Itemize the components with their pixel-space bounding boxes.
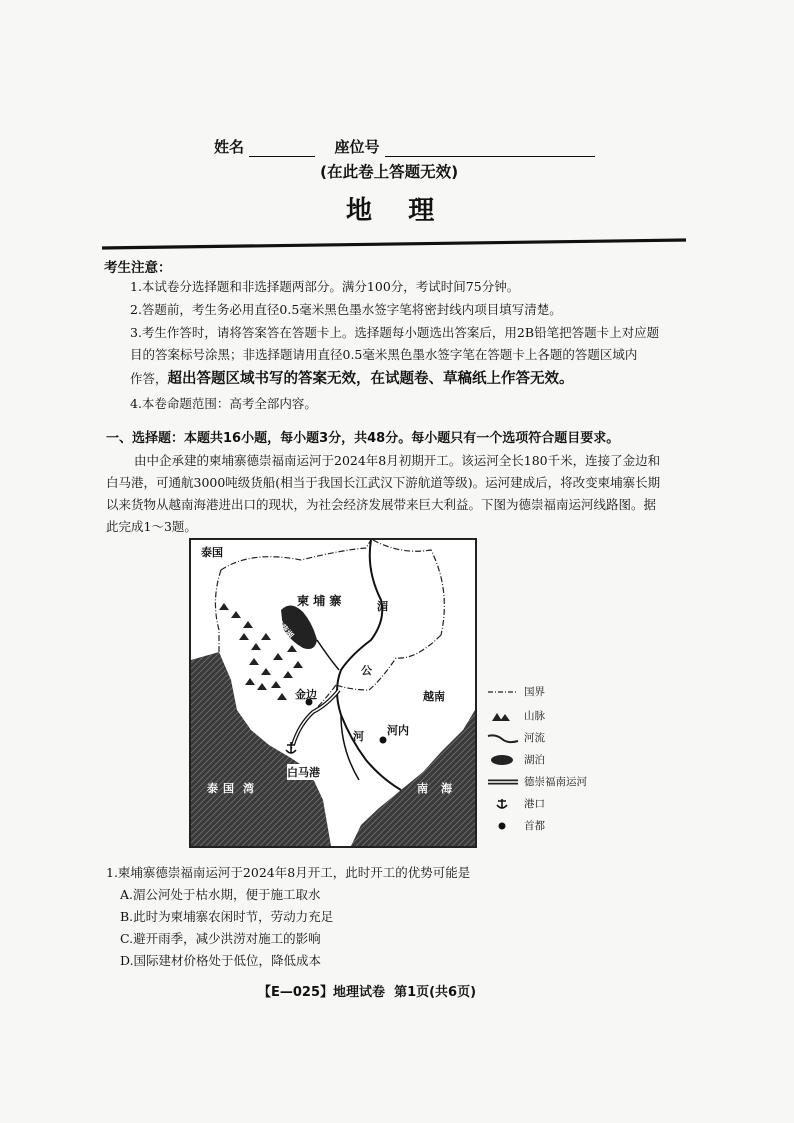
notice-bold-warning: 超出答题区域书写的答案无效，在试题卷、草稿纸上作答无效。 bbox=[167, 371, 574, 387]
seat-blank bbox=[385, 156, 595, 157]
passage-line: 此完成1～3题。 bbox=[106, 519, 197, 534]
notice-item: 4.本卷命题范围：高考全部内容。 bbox=[130, 396, 317, 411]
notice-item: 1.本试卷分选择题和非选择题两部分。满分100分，考试时间75分钟。 bbox=[130, 279, 520, 294]
section-title: 一、选择题：本题共16小题，每小题3分，共48分。每小题只有一个选项符合题目要求。 bbox=[106, 431, 620, 446]
mountain-legend-icon bbox=[486, 710, 520, 722]
label-gulf-2: 国 bbox=[223, 782, 234, 795]
border-legend-icon bbox=[486, 686, 520, 698]
border-vietnam bbox=[336, 635, 441, 690]
legend-mountain: 山脉 bbox=[486, 708, 545, 723]
gulf-of-thailand bbox=[191, 652, 331, 846]
label-gulf-3: 湾 bbox=[243, 782, 254, 795]
south-china-sea bbox=[351, 710, 475, 846]
label-bai-ma-port: 白马港 bbox=[287, 766, 320, 779]
notice-item: 3.考生作答时，请将答案答在答题卡上。选择题每小题选出答案后，用2B铅笔把答题卡上对应题 bbox=[130, 325, 660, 340]
passage-line: 以来货物从越南海港进出口的现状，为社会经济发展带来巨大利益。下图为德崇福南运河线路图。据 bbox=[106, 497, 657, 512]
label-mekong-2: 公 bbox=[361, 664, 372, 677]
legend-capital: 首都 bbox=[486, 818, 545, 833]
label-phnom-penh: 金边 bbox=[295, 688, 317, 701]
label-cambodia: 柬 埔 寨 bbox=[297, 594, 342, 608]
legend-border: 国界 bbox=[486, 684, 545, 699]
option-a: A.湄公河处于枯水期，便于施工取水 bbox=[120, 887, 321, 902]
notice-invalid: (在此卷上答题无效) bbox=[320, 163, 459, 181]
notice-item: 2.答题前，考生务必用直径0.5毫米黑色墨水签字笔将密封线内项目填写清楚。 bbox=[130, 302, 562, 317]
option-c: C.避开雨季，减少洪涝对施工的影响 bbox=[120, 931, 321, 946]
legend-lake: 湖泊 bbox=[486, 752, 545, 767]
label-gulf-1: 泰 bbox=[207, 782, 218, 795]
capital-legend-icon bbox=[486, 820, 520, 832]
notice-list bbox=[130, 276, 700, 415]
label-south-sea-2: 海 bbox=[441, 782, 452, 795]
canal-legend-icon bbox=[486, 776, 520, 788]
page-footer: 【E—025】地理试卷 第1页(共6页) bbox=[258, 985, 477, 1000]
name-label: 姓名 bbox=[214, 138, 245, 156]
header-divider bbox=[100, 236, 690, 250]
notice-item: 目的答案标号涂黑；非选择题请用直径0.5毫米黑色墨水签字笔在答题卡上各题的答题区域内 bbox=[130, 347, 638, 362]
seat-label: 座位号 bbox=[334, 138, 380, 156]
border-north bbox=[221, 540, 371, 570]
label-thailand: 泰国 bbox=[201, 546, 223, 559]
passage bbox=[106, 450, 696, 538]
question-stem: 1.柬埔寨德崇福南运河于2024年8月开工，此时开工的优势可能是 bbox=[106, 865, 471, 880]
option-b: B.此时为柬埔寨农闲时节，劳动力充足 bbox=[120, 909, 334, 924]
border-west bbox=[215, 570, 221, 652]
name-field-row bbox=[214, 136, 595, 157]
label-mekong-3: 河 bbox=[353, 730, 364, 743]
subject-title: 地 理 bbox=[346, 196, 435, 226]
river-legend-icon bbox=[486, 732, 520, 744]
tonle-sap-river bbox=[317, 640, 339, 670]
question-1 bbox=[106, 862, 696, 972]
notice-title: 考生注意： bbox=[104, 260, 172, 276]
anchor-legend-icon bbox=[486, 798, 520, 810]
name-blank bbox=[249, 156, 315, 157]
hanoi-marker bbox=[380, 737, 387, 744]
legend-river: 河流 bbox=[486, 730, 545, 745]
label-vietnam: 越南 bbox=[423, 690, 445, 703]
option-d: D.国际建材价格处于低位，降低成本 bbox=[120, 953, 322, 968]
passage-line: 白马港，可通航3000吨级货船(相当于我国长江武汉下游航道等级)。运河建成后，将改变柬埔寨长期 bbox=[106, 475, 661, 490]
canal-map bbox=[189, 538, 477, 848]
label-hanoi: 河内 bbox=[387, 724, 409, 737]
legend-canal: 德崇福南运河 bbox=[486, 774, 587, 789]
label-south-sea-1: 南 bbox=[417, 782, 428, 795]
label-lake: 洞里萨湖 bbox=[266, 610, 296, 641]
passage-line: 由中企承建的柬埔寨德崇福南运河于2024年8月初期开工。该运河全长180千米，连接了金边和 bbox=[134, 453, 661, 468]
notice-item: 作答，超出答题区域书写的答案无效，在试题卷、草稿纸上作答无效。 bbox=[130, 371, 574, 387]
lake-legend-icon bbox=[486, 754, 520, 766]
label-mekong-1: 湄 bbox=[377, 600, 388, 613]
border-east bbox=[373, 540, 444, 635]
legend-port: 港口 bbox=[486, 796, 545, 811]
